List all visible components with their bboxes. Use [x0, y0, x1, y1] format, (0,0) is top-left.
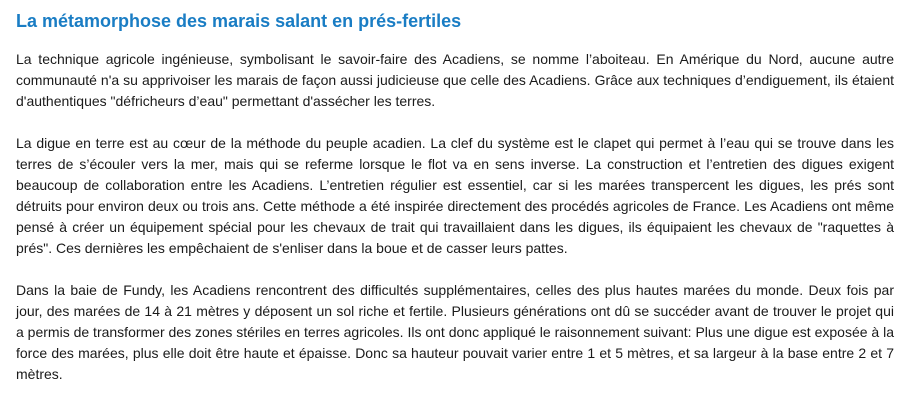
paragraph-digue-method: La digue en terre est au cœur de la méthode du peuple acadien. La clef du système est le clapet qui permet à l’eau qui se trouve dans les terres de s’écouler vers la mer, mais qui se referme lorsque le flot va en sens inverse. La construction et l’entretien des digues exigent beaucoup de collaboration entre les Acadiens. L’entretien régulier est essentiel, car si les marées transpercent les digues, les prés sont détruits pour environ deux ou trois ans. Cette méthode a été inspirée directement des procédés agricoles de France. Les Acadiens ont même pensé à créer un équipement spécial pour les chevaux de trait qui travaillaient dans les digues, ils équipaient les chevaux de "raquettes à prés". Ces dernières les empêchaient de s'enliser dans la boue et de casser leurs pattes. [16, 135, 894, 256]
article [16, 8, 894, 385]
paragraph-baie-de-fundy: Dans la baie de Fundy, les Acadiens rencontrent des difficultés supplémentaires, celles des plus hautes marées du monde. Deux fois par jour, des marées de 14 à 21 mètres y déposent un sol riche et fertile. Plusieurs générations ont dû se succéder avant de trouver le projet qui a permis de transformer des zones stériles en terres agricoles. Ils ont donc appliqué le raisonnement suivant: Plus une digue est exposée à la force des marées, plus elle doit être haute et épaisse. Donc sa hauteur pouvait varier entre 1 et 5 mètres, et sa largeur à la base entre 2 et 7 mètres. [16, 282, 894, 382]
article-title: La métamorphose des marais salant en prés-fertiles [16, 11, 462, 31]
paragraph-aboiteau-intro: La technique agricole ingénieuse, symbolisant le savoir-faire des Acadiens, se nomme l’aboiteau. En Amérique du Nord, aucune autre communauté n'a su apprivoiser les marais de façon aussi judicieuse que celle des Acadiens. Grâce aux techniques d’endiguement, ils étaient d'authentiques "défricheurs d’eau" permettant d'assécher les terres. [16, 51, 894, 109]
